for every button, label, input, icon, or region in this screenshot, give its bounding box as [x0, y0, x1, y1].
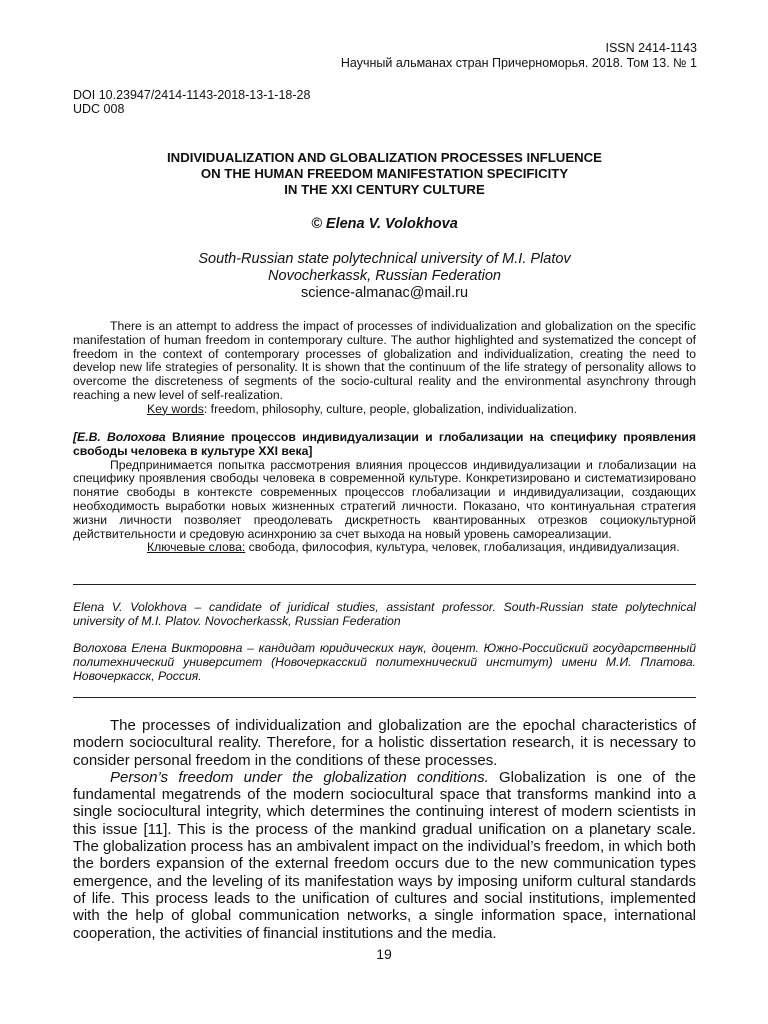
abstract-ru-ref-author: [Е.В. Волохова: [73, 430, 166, 444]
keywords-en: [73, 403, 696, 417]
paper-title: [73, 150, 696, 198]
author-info-ru: Волохова Елена Викторовна – кандидат юридических наук, доцент. Южно-Российский государственный политехнический университет (Новочеркасский политехнический институт) имени М.И. Платова. Новочеркасск, Россия.: [73, 641, 696, 683]
affiliation-location: Novocherkassk, Russian Federation: [268, 268, 501, 284]
body-text: [73, 717, 696, 942]
abstract-russian: [73, 431, 696, 555]
divider-top: [73, 584, 696, 585]
affiliation-university: South-Russian state polytechnical university of M.I. Platov: [198, 251, 571, 267]
page-number: 19: [376, 946, 392, 962]
title-line-3: IN THE XXI CENTURY CULTURE: [284, 182, 485, 197]
contact-email[interactable]: science-almanac@mail.ru: [300, 285, 469, 301]
identifiers: [73, 88, 310, 116]
running-header: [341, 41, 697, 71]
doi-link[interactable]: DOI 10.23947/2414-1143-2018-13-1-18-28: [73, 88, 311, 102]
keywords-en-list: : freedom, philosophy, culture, people, globalization, individualization.: [203, 401, 577, 416]
keywords-ru: [73, 541, 696, 555]
divider-bottom: [73, 697, 696, 698]
journal-citation: Научный альманах стран Причерноморья. 2018. Том 13. № 1: [340, 56, 697, 70]
author-info-en: Elena V. Volokhova – candidate of juridical studies, assistant professor. South-Russian state polytechnical university of M.I. Platov. Novocherkassk, Russian Federation: [73, 600, 696, 628]
body-paragraph-1: The processes of individualization and globalization are the epochal characteristics of modern sociocultural reality. Therefore, for a holistic dissertation research, it is necessary to consider personal freedom in the conditions of these processes.: [73, 717, 696, 769]
abstract-ru-text: Предпринимается попытка рассмотрения влияния процессов индивидуализации и глобализации на специфику проявления свободы человека в современной культуре. Конкретизировано и систематизировано понятие свободы в контексте современных процессов глобализации и индивидуализации, создающих необходимость выработки новых жизненных стратегий личности. Показано, что континуальная стратегия жизни личности позволяет преодолевать дискретность квантированных отрезков социокультурной действительности и средовую асинхронию за счет выхода на новый уровень самореализации.: [73, 457, 696, 541]
keywords-ru-label: Ключевые слова:: [147, 540, 246, 555]
keywords-en-label: Key words: [147, 401, 204, 416]
author-name: © Elena V. Volokhova: [311, 216, 458, 232]
body-paragraph-2-text: Globalization is one of the fundamental megatrends of the modern sociocultural space that transforms mankind into a single sociocultural integrity, which determines the continuing interest of modern scientists in this issue [11]. This is the process of the mankind gradual unification on a planetary scale. The globalization process has an ambivalent impact on the individual’s freedom, in which both the borders expansion of the external freedom occurs due to the new communication types emergence, and the leveling of its manifestation ways by imposing uniform cultural standards of life. This process leads to the unification of cultures and social institutions, implemented with the help of global communication networks, a single information space, international cooperation, the activities of financial institutions and the media.: [73, 768, 696, 942]
body-paragraph-2: [73, 769, 696, 942]
abstract-ru-reference: [73, 431, 696, 459]
issn: ISSN 2414-1143: [605, 41, 697, 55]
title-line-2: ON THE HUMAN FREEDOM MANIFESTATION SPECIFICITY: [200, 166, 569, 181]
keywords-ru-list: свобода, философия, культура, человек, глобализация, индивидуализация.: [245, 540, 680, 555]
affiliation: [73, 251, 696, 302]
title-line-1: INDIVIDUALIZATION AND GLOBALIZATION PROCESSES INFLUENCE: [167, 150, 602, 165]
abstract-ru-ref-title: Влияние процессов индивидуализации и глобализации на специфику проявления свободы человека в культуре XXI века]: [73, 430, 696, 458]
abstract-en-text: There is an attempt to address the impact of processes of individualization and globalization on the specific manifestation of human freedom in contemporary culture. The author highlighted and systematized the concept of freedom in the context of contemporary processes of globalization and individualization, creating the need to develop new life strategies of personality. It is shown that the continuum of the life strategy of personality allows to overcome the discreteness of segments of the socio-cultural reality and the environmental asynchrony through reaching a new level of self-realization.: [73, 319, 696, 402]
section-heading-inline: Person’s freedom under the globalization conditions.: [110, 768, 489, 786]
udc-code: UDC 008: [73, 102, 125, 116]
abstract-english: [73, 320, 696, 417]
